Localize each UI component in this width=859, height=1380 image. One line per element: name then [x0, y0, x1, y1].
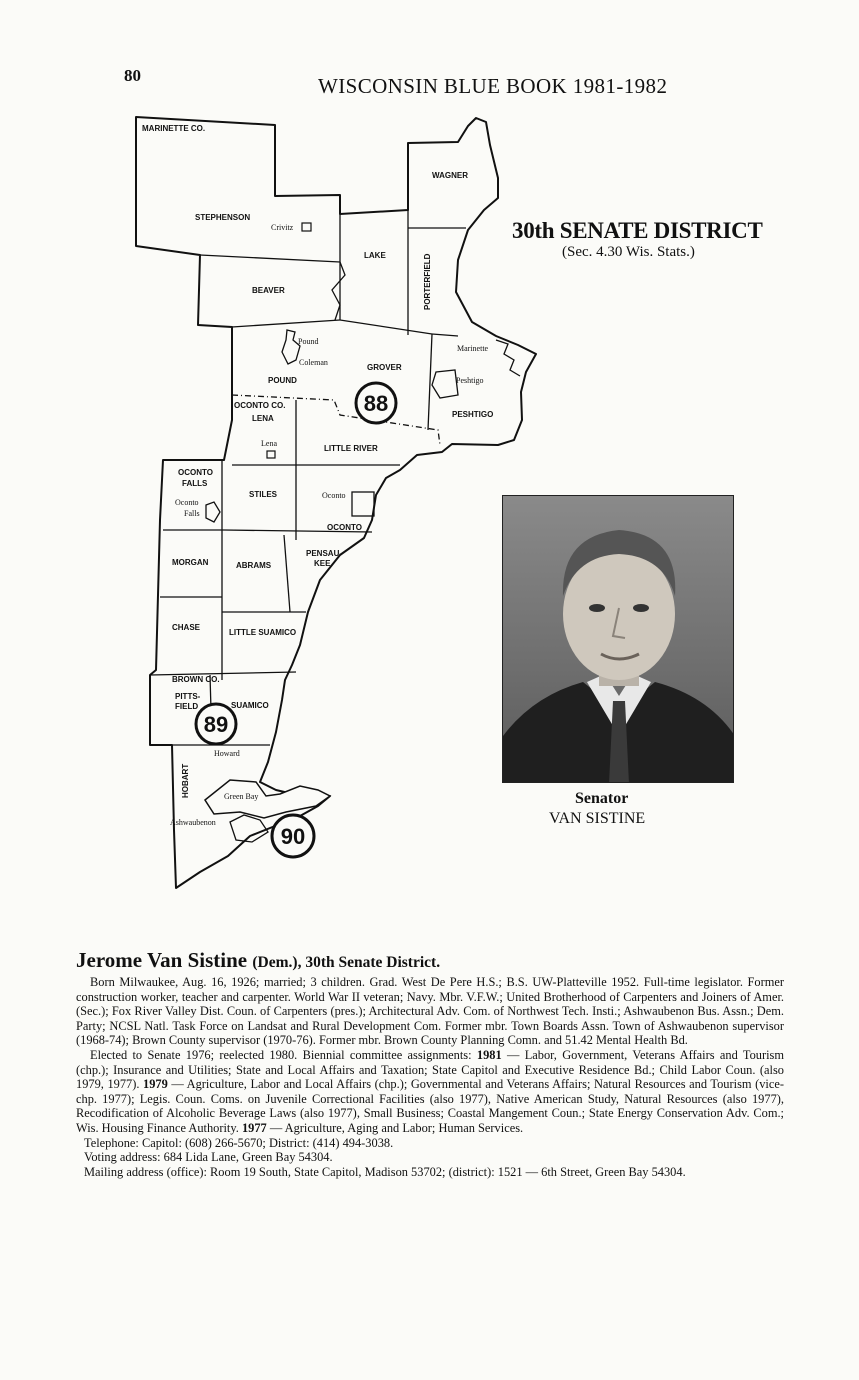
town-label: BEAVER: [252, 286, 285, 295]
running-head: WISCONSIN BLUE BOOK 1981-1982: [318, 74, 668, 98]
bio-heading: [76, 948, 784, 975]
town-label: STILES: [249, 490, 278, 499]
town-label: LITTLE SUAMICO: [229, 628, 297, 637]
telephone-line: Telephone: Capitol: (608) 266-5670; District: (414) 494-3038.: [84, 1135, 394, 1150]
town-label: STEPHENSON: [195, 213, 251, 222]
city-label: Coleman: [299, 358, 328, 367]
bio-personal-paragraph: Born Milwaukee, Aug. 16, 1926; married; 3 children. Grad. West De Pere H.S.; B.S. UW-Platteville 1952. Full-time legislator. Former construction worker, teacher and carpenter. World War II veteran; Navy. Mbr. V.F.W.; United Brotherhood of Carpenters and Joiners of Amer. (Sec.); Fox River Valley Dist. Coun. of Carpenters (pres.); Architectural Adv. Com. of Northwest Tech. Insti.; Ashwaubenon Bus. Assn.; Dem. Party; NCSL Natl. Task Force on Landsat and Rural Development Com. Former mbr. Town Boards Assn. Town of Ashwaubenon supervisor (1968-74); Brown County supervisor (1970-76). Former mbr. Brown County Planning Comn. and 51.42 Mental Health Bd.: [76, 975, 784, 1048]
city-label: Green Bay: [224, 792, 259, 801]
county-label-oconto: OCONTO CO.: [234, 401, 286, 410]
town-label: CHASE: [172, 623, 201, 632]
lena-marker: [267, 451, 275, 458]
city-label: Pound: [298, 337, 319, 346]
town-label: GROVER: [367, 363, 402, 372]
bio-committee-paragraph: Elected to Senate 1976; reelected 1980. Biennial committee assignments: 1981 — Labor, Government, Veterans Affairs and Tourism (chp.); Insurance and Utilities; State and Local Affairs and Taxation; State Capitol and Executive Residence Bd.; Child Labor Coun. (also 1979, 1977). 1979 — Agriculture, Labor and Local Affairs (chp.); Governmental and Veterans Affairs; Natural Resources and Tourism (vice-chp. 1977); Legis. Coun. Coms. on Juvenile Correctional Facilities (also 1977), Native American Study, Natural Resources (also 1977), Recodification of Alcoholic Beverage Laws (also 1977), Small Business; Coastal Mangement Coun.; State Energy Conservation Adv. Com.; Wis. Housing Finance Authority. 1977 — Agriculture, Aging and Labor; Human Services.: [76, 1047, 784, 1135]
city-label: Falls: [184, 509, 200, 518]
district-title: 30th SENATE DISTRICT: [512, 218, 763, 243]
city-label: Oconto: [175, 498, 199, 507]
senator-name: Jerome Van Sistine: [76, 948, 248, 972]
district-subtitle: (Sec. 4.30 Wis. Stats.): [562, 244, 695, 260]
town-label: OCONTO: [178, 468, 213, 477]
senator-portrait: [502, 495, 734, 783]
city-label: Howard: [214, 749, 240, 758]
voting-address-line: Voting address: 684 Lida Lane, Green Bay 54304.: [84, 1150, 333, 1165]
svg-text:90: 90: [280, 824, 306, 849]
assembly-district-90: [272, 815, 314, 857]
town-label: PITTS-: [175, 692, 201, 701]
town-label: FIELD: [175, 702, 199, 711]
portrait-caption-name: VAN SISTINE: [549, 810, 646, 827]
town-label: SUAMICO: [231, 701, 269, 710]
town-label: LENA: [252, 414, 274, 423]
portrait-illustration: [503, 496, 734, 783]
town-label: KEE: [314, 559, 331, 568]
assembly-district-88: [356, 383, 396, 423]
city-label: Marinette: [457, 344, 489, 353]
mailing-address-line: Mailing address (office): Room 19 South, State Capitol, Madison 53702; (district): 1521 — 6th Street, Green Bay 54304.: [84, 1164, 686, 1179]
city-label: Ashwaubenon: [170, 818, 216, 827]
city-label: Crivitz: [271, 223, 294, 232]
page-number: 80: [124, 66, 141, 85]
assembly-district-89: [196, 704, 236, 744]
town-label: WAGNER: [432, 171, 468, 180]
town-label: PENSAU-: [306, 549, 343, 558]
city-label: Oconto: [322, 491, 346, 500]
town-label: POUND: [268, 376, 297, 385]
biography: [76, 948, 784, 1179]
town-label: MORGAN: [172, 558, 209, 567]
svg-text:89: 89: [203, 712, 229, 737]
senate-district-ref: , 30th Senate District.: [297, 954, 441, 971]
town-label: HOBART: [181, 763, 190, 798]
town-label: ABRAMS: [236, 561, 272, 570]
county-label-brown: BROWN CO.: [172, 675, 220, 684]
portrait-caption-title: Senator: [575, 790, 629, 807]
city-label: Peshtigo: [456, 376, 484, 385]
crivitz-marker: [302, 223, 311, 231]
town-label: LAKE: [364, 251, 386, 260]
town-label: OCONTO: [327, 523, 362, 532]
town-label: PORTERFIELD: [423, 253, 432, 310]
town-label: FALLS: [182, 479, 208, 488]
party-affiliation: (Dem.): [252, 954, 298, 971]
county-label-marinette: MARINETTE CO.: [142, 124, 206, 133]
city-label: Lena: [261, 439, 277, 448]
town-label: LITTLE RIVER: [324, 444, 378, 453]
svg-text:88: 88: [363, 391, 389, 416]
town-label: PESHTIGO: [452, 410, 494, 419]
